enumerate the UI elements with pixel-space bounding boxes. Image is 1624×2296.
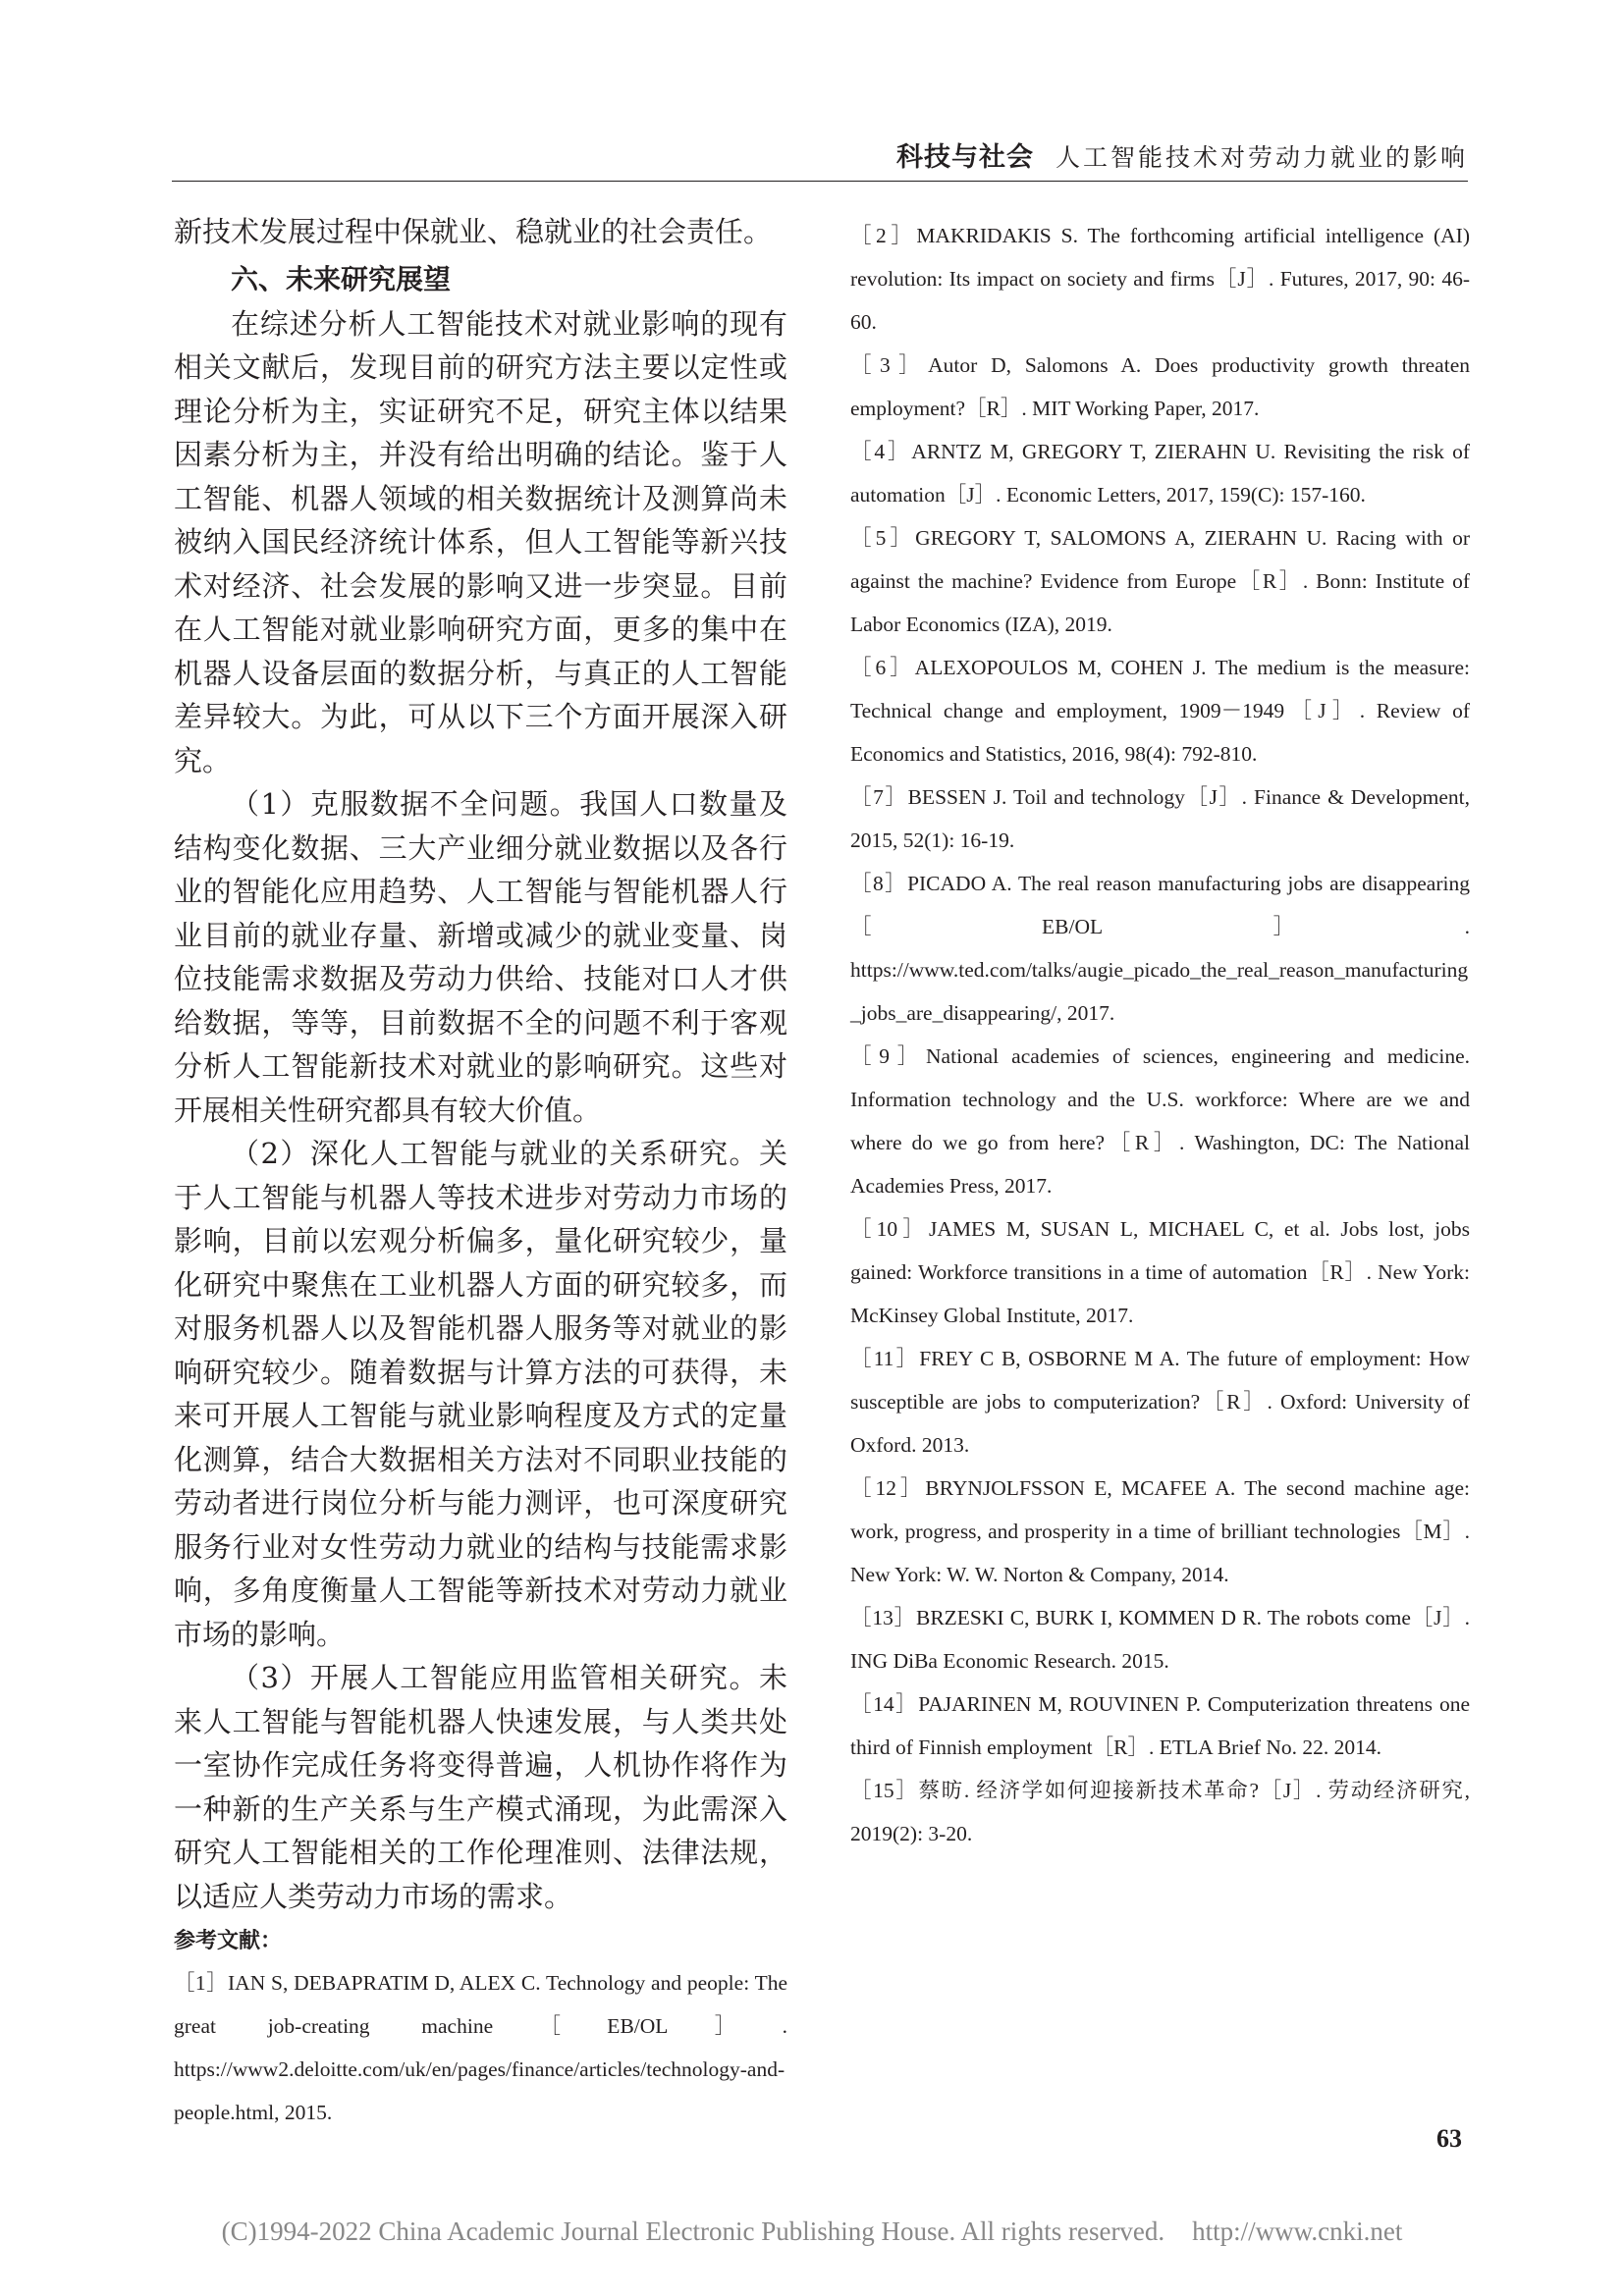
copyright-text: (C)1994-2022 China Academic Journal Electronic Publishing House. All rights reserved. xyxy=(221,2216,1165,2246)
reference-item: ［1］IAN S, DEBAPRATIM D, ALEX C. Technology and people: The great job-creating machine［EB/OL］. https://www2.deloitte.com/uk/en/pages/finance/articles/technology-and-people.html, 2015. xyxy=(174,1971,787,2124)
left-column xyxy=(174,210,787,2134)
reference-item: ［7］BESSEN J. Toil and technology［J］. Finance & Development, 2015, 52(1): 16-19. xyxy=(850,785,1470,852)
reference-item: ［3］Autor D, Salomons A. Does productivity growth threaten employment?［R］. MIT Working Paper, 2017. xyxy=(850,353,1470,420)
body-paragraph: 在综述分析人工智能技术对就业影响的现有相关文献后，发现目前的研究方法主要以定性或理论分析为主，实证研究不足，研究主体以结果因素分析为主，并没有给出明确的结论。鉴于人工智能、机器人领域的相关数据统计及测算尚未被纳入国民经济统计体系，但人工智能等新兴技术对经济、社会发展的影响又进一步突显。目前在人工智能对就业影响研究方面，更多的集中在机器人设备层面的数据分析，与真正的人工智能差异较大。为此，可从以下三个方面开展深入研究。 xyxy=(174,306,787,777)
reference-item: ［9］National academies of sciences, engineering and medicine. Information technology and the U.S. workforce: Where are we and where do we go from here?［R］. Washington, DC: The National Academies Press, 2017. xyxy=(850,1044,1470,1198)
reference-item: ［15］蔡昉. 经济学如何迎接新技术革命?［J］. 劳动经济研究, 2019(2): 3-20. xyxy=(850,1779,1470,1845)
reference-item: ［4］ARNTZ M, GREGORY T, ZIERAHN U. Revisiting the risk of automation［J］. Economic Letters, 2017, 159(C): 157-160. xyxy=(850,440,1470,507)
right-column xyxy=(850,214,1470,1855)
body-paragraph: （1）克服数据不全问题。我国人口数量及结构变化数据、三大产业细分就业数据以及各行业的智能化应用趋势、人工智能与智能机器人行业目前的就业存量、新增或减少的就业变量、岗位技能需求数据及劳动力供给、技能对口人才供给数据，等等，目前数据不全的问题不利于客观分析人工智能新技术对就业的影响研究。这些对开展相关性研究都具有较大价值。 xyxy=(174,787,787,1127)
references-heading: 参考文献： xyxy=(174,1929,283,1953)
reference-item: ［5］GREGORY T, SALOMONS A, ZIERAHN U. Racing with or against the machine? Evidence from Europe［R］. Bonn: Institute of Labor Economics (IZA), 2019. xyxy=(850,526,1470,636)
copyright-footer xyxy=(0,2216,1624,2247)
header-section-title: 科技与社会 xyxy=(895,142,1034,173)
header-article-title: 人工智能技术对劳动力就业的影响 xyxy=(1055,143,1468,172)
body-paragraph: （2）深化人工智能与就业的关系研究。关于人工智能与机器人等技术进步对劳动力市场的影响，目前以宏观分析偏多，量化研究较少，量化研究中聚焦在工业机器人方面的研究较多，而对服务机器人以及智能机器人服务等对就业的影响研究较少。随着数据与计算方法的可获得，未来可开展人工智能与就业影响程度及方式的定量化测算，结合大数据相关方法对不同职业技能的劳动者进行岗位分析与能力测评，也可深度研究服务行业对女性劳动力就业的结构与技能需求影响，多角度衡量人工智能等新技术对劳动力就业市场的影响。 xyxy=(174,1137,787,1651)
reference-item: ［12］BRYNJOLFSSON E, MCAFEE A. The second machine age: work, progress, and prosperity in a time of brilliant technologies［M］. New York: W. W. Norton & Company, 2014. xyxy=(850,1476,1470,1586)
reference-item: ［2］MAKRIDAKIS S. The forthcoming artificial intelligence (AI) revolution: Its impact on society and firms［J］. Futures, 2017, 90: 46-60. xyxy=(850,224,1470,334)
header-right xyxy=(896,135,1468,174)
section-heading: 六、未来研究展望 xyxy=(231,262,452,295)
intro-text: 新技术发展过程中保就业、稳就业的社会责任。 xyxy=(174,215,773,248)
running-header xyxy=(172,130,1468,182)
page-number: 63 xyxy=(1436,2124,1462,2153)
reference-item: ［6］ALEXOPOULOS M, COHEN J. The medium is the measure: Technical change and employment, 1909－1949［J］. Review of Economics and Statistics, 2016, 98(4): 792-810. xyxy=(850,656,1470,766)
reference-item: ［11］FREY C B, OSBORNE M A. The future of employment: How susceptible are jobs to computerization?［R］. Oxford: University of Oxford. 2013. xyxy=(850,1347,1470,1457)
cnki-url[interactable]: http://www.cnki.net xyxy=(1192,2216,1403,2246)
reference-item: ［13］BRZESKI C, BURK I, KOMMEN D R. The robots come［J］. ING DiBa Economic Research. 2015. xyxy=(850,1606,1470,1673)
reference-item: ［8］PICADO A. The real reason manufacturing jobs are disappearing［EB/OL］. https://www.ted.com/talks/augie_picado_the_real_reason_manufacturing_jobs_are_disappearing/, 2017. xyxy=(850,872,1470,1025)
reference-item: ［14］PAJARINEN M, ROUVINEN P. Computerization threatens one third of Finnish employment［R］. ETLA Brief No. 22. 2014. xyxy=(850,1692,1470,1759)
reference-item: ［10］JAMES M, SUSAN L, MICHAEL C, et al. Jobs lost, jobs gained: Workforce transitions in a time of automation［R］. New York: McKinsey Global Institute, 2017. xyxy=(850,1217,1470,1327)
body-paragraph: （3）开展人工智能应用监管相关研究。未来人工智能与智能机器人快速发展，与人类共处一室协作完成任务将变得普遍，人机协作将作为一种新的生产关系与生产模式涌现，为此需深入研究人工智能相关的工作伦理准则、法律法规，以适应人类劳动力市场的需求。 xyxy=(174,1661,787,1913)
